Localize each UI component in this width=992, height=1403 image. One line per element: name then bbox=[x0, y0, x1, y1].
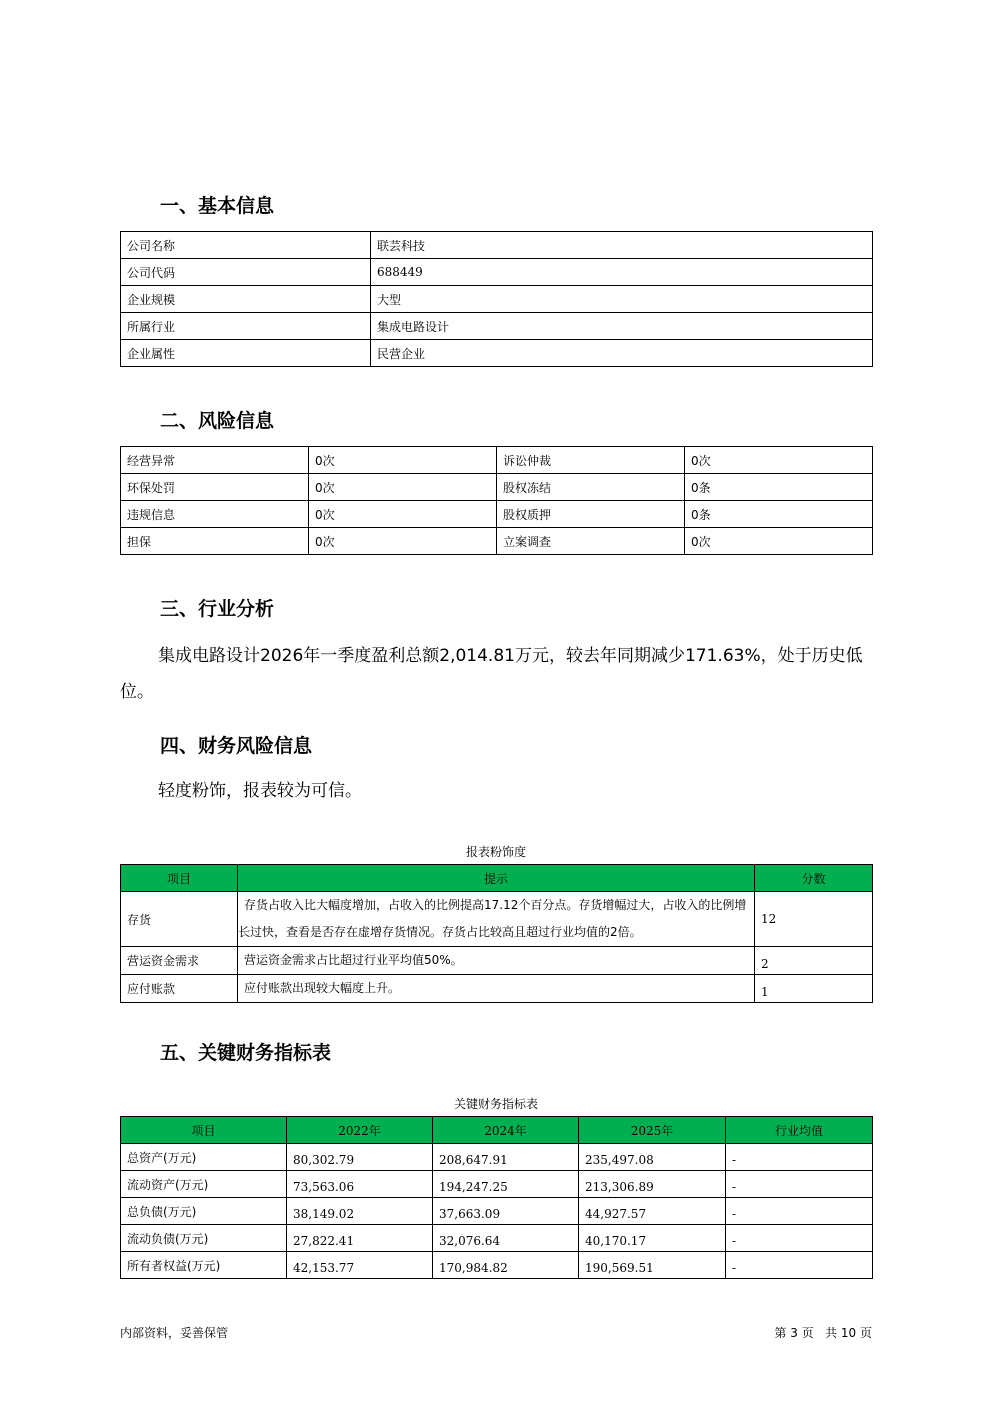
column-header: 提示 bbox=[238, 865, 755, 892]
risk-label: 股权质押 bbox=[497, 501, 685, 528]
whitewash-score: 2 bbox=[755, 947, 873, 975]
risk-label: 经营异常 bbox=[121, 447, 309, 474]
value-2025: 190,569.51 bbox=[579, 1252, 726, 1279]
value-2024: 170,984.82 bbox=[433, 1252, 579, 1279]
indicator-name: 所有者权益(万元) bbox=[121, 1252, 287, 1279]
column-header: 2022年 bbox=[287, 1117, 433, 1144]
value-2024: 32,076.64 bbox=[433, 1225, 579, 1252]
basic-value: 联芸科技 bbox=[371, 232, 873, 259]
finance-risk-text: 轻度粉饰，报表较为可信。 bbox=[158, 781, 362, 801]
table-row bbox=[121, 1252, 873, 1279]
basic-label: 企业规模 bbox=[121, 286, 371, 313]
risk-value: 0次 bbox=[309, 474, 497, 501]
value-2022: 27,822.41 bbox=[287, 1225, 433, 1252]
table-row bbox=[121, 313, 873, 340]
table-row bbox=[121, 1144, 873, 1171]
table-row bbox=[121, 947, 873, 975]
risk-value: 0次 bbox=[309, 528, 497, 555]
whitewash-hint: 应付账款出现较大幅度上升。 bbox=[238, 975, 755, 1003]
risk-value: 0次 bbox=[685, 528, 873, 555]
footer-confidential-note: 内部资料，妥善保管 bbox=[120, 1326, 229, 1340]
value-industry-avg: - bbox=[726, 1171, 873, 1198]
value-2025: 44,927.57 bbox=[579, 1198, 726, 1225]
whitewash-item: 应付账款 bbox=[121, 975, 238, 1003]
value-industry-avg: - bbox=[726, 1144, 873, 1171]
key-table-caption: 关键财务指标表 bbox=[453, 1097, 538, 1111]
value-2022: 73,563.06 bbox=[287, 1171, 433, 1198]
value-2025: 235,497.08 bbox=[579, 1144, 726, 1171]
indicator-name: 流动资产(万元) bbox=[121, 1171, 287, 1198]
risk-value: 0条 bbox=[685, 501, 873, 528]
value-industry-avg: - bbox=[726, 1198, 873, 1225]
whitewash-item: 存货 bbox=[121, 892, 238, 947]
whitewash-hint: 营运资金需求占比超过行业平均值50%。 bbox=[238, 947, 755, 975]
value-industry-avg: - bbox=[726, 1252, 873, 1279]
table-row bbox=[121, 528, 873, 555]
value-2024: 194,247.25 bbox=[433, 1171, 579, 1198]
table-row bbox=[121, 286, 873, 313]
value-2024: 37,663.09 bbox=[433, 1198, 579, 1225]
value-2022: 42,153.77 bbox=[287, 1252, 433, 1279]
table-row bbox=[121, 975, 873, 1003]
risk-label: 诉讼仲裁 bbox=[497, 447, 685, 474]
basic-value: 民营企业 bbox=[371, 340, 873, 367]
table-row bbox=[121, 340, 873, 367]
risk-value: 0次 bbox=[309, 501, 497, 528]
risk-label: 违规信息 bbox=[121, 501, 309, 528]
table-row bbox=[121, 1198, 873, 1225]
table-row bbox=[121, 232, 873, 259]
table-row bbox=[121, 1225, 873, 1252]
value-industry-avg: - bbox=[726, 1225, 873, 1252]
whitewash-score: 1 bbox=[755, 975, 873, 1003]
basic-label: 企业属性 bbox=[121, 340, 371, 367]
footer-page-number: 第 3 页 共 10 页 bbox=[774, 1326, 872, 1340]
column-header: 项目 bbox=[121, 865, 238, 892]
table-header-row bbox=[121, 865, 873, 892]
risk-value: 0次 bbox=[685, 447, 873, 474]
basic-value: 大型 bbox=[371, 286, 873, 313]
section-title-industry-analysis: 三、行业分析 bbox=[160, 598, 275, 620]
indicator-name: 总负债(万元) bbox=[121, 1198, 287, 1225]
basic-label: 公司名称 bbox=[121, 232, 371, 259]
value-2022: 80,302.79 bbox=[287, 1144, 433, 1171]
key-indicators-table bbox=[120, 1116, 873, 1279]
whitewash-table-caption: 报表粉饰度 bbox=[465, 845, 526, 859]
indicator-name: 总资产(万元) bbox=[121, 1144, 287, 1171]
industry-analysis-text: 集成电路设计2026年一季度盈利总额2,014.81万元，较去年同期减少171.63%，处于历史低位。 bbox=[120, 646, 863, 702]
column-header: 分数 bbox=[755, 865, 873, 892]
table-row bbox=[121, 447, 873, 474]
value-2025: 213,306.89 bbox=[579, 1171, 726, 1198]
value-2024: 208,647.91 bbox=[433, 1144, 579, 1171]
section-title-finance-risk: 四、财务风险信息 bbox=[160, 735, 313, 757]
risk-value: 0条 bbox=[685, 474, 873, 501]
section-title-key-indicators: 五、关键财务指标表 bbox=[160, 1042, 332, 1064]
value-2022: 38,149.02 bbox=[287, 1198, 433, 1225]
basic-info-table bbox=[120, 231, 873, 367]
column-header: 行业均值 bbox=[726, 1117, 873, 1144]
whitewash-score: 12 bbox=[755, 892, 873, 947]
risk-label: 立案调查 bbox=[497, 528, 685, 555]
basic-value: 688449 bbox=[371, 259, 873, 286]
column-header: 2024年 bbox=[433, 1117, 579, 1144]
table-row bbox=[121, 259, 873, 286]
risk-label: 担保 bbox=[121, 528, 309, 555]
basic-label: 所属行业 bbox=[121, 313, 371, 340]
whitewash-table bbox=[120, 864, 873, 1003]
section-title-risk-info: 二、风险信息 bbox=[160, 410, 275, 432]
table-row bbox=[121, 474, 873, 501]
column-header: 2025年 bbox=[579, 1117, 726, 1144]
value-2025: 40,170.17 bbox=[579, 1225, 726, 1252]
whitewash-hint: 存货占收入比大幅度增加，占收入的比例提高17.12个百分点。存货增幅过大，占收入的比例增长过快，查看是否存在虚增存货情况。存货占比较高且超过行业均值的2倍。 bbox=[238, 892, 755, 947]
risk-label: 股权冻结 bbox=[497, 474, 685, 501]
risk-label: 环保处罚 bbox=[121, 474, 309, 501]
basic-label: 公司代码 bbox=[121, 259, 371, 286]
basic-value: 集成电路设计 bbox=[371, 313, 873, 340]
table-row bbox=[121, 1171, 873, 1198]
whitewash-item: 营运资金需求 bbox=[121, 947, 238, 975]
table-row bbox=[121, 892, 873, 947]
table-row bbox=[121, 501, 873, 528]
table-header-row bbox=[121, 1117, 873, 1144]
section-title-basic-info: 一、基本信息 bbox=[160, 195, 275, 217]
risk-value: 0次 bbox=[309, 447, 497, 474]
risk-info-table bbox=[120, 446, 873, 555]
column-header: 项目 bbox=[121, 1117, 287, 1144]
indicator-name: 流动负债(万元) bbox=[121, 1225, 287, 1252]
